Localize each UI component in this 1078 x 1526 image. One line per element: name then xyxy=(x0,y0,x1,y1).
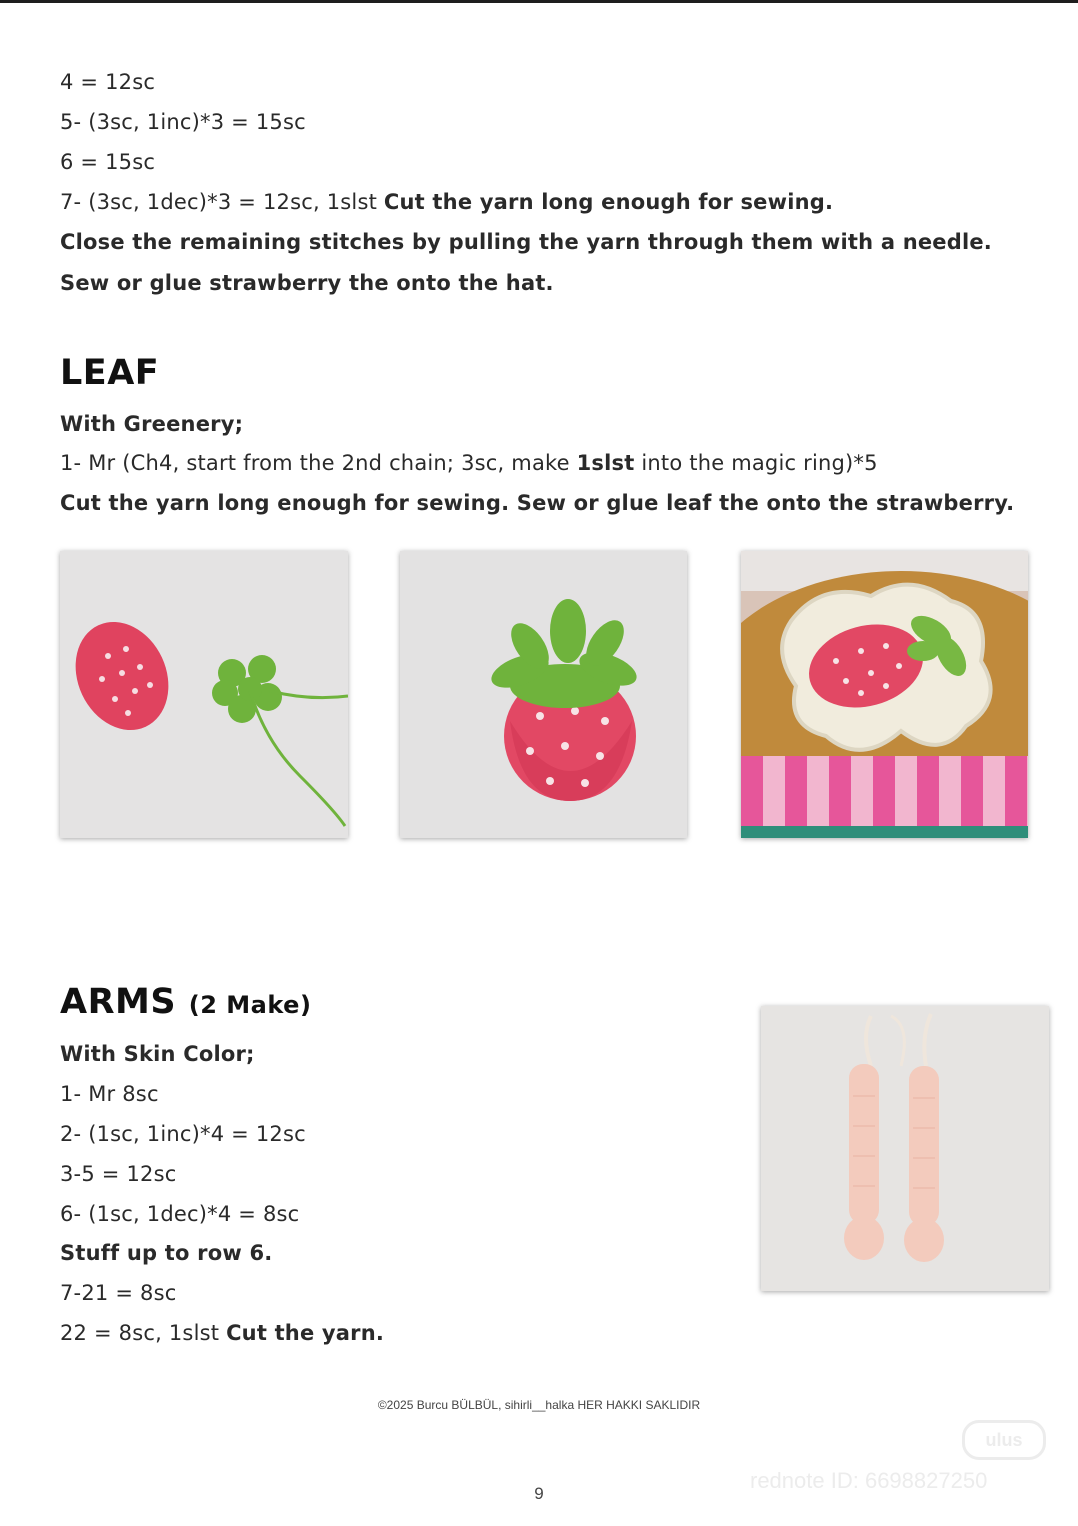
arms-row-22: 22 = 8sc, 1slst Cut the yarn. xyxy=(60,1321,385,1345)
arms-row-6: 6- (1sc, 1dec)*4 = 8sc xyxy=(60,1202,300,1226)
photo-arms xyxy=(761,1006,1049,1291)
row-5: 5- (3sc, 1inc)*3 = 15sc xyxy=(60,110,306,134)
close-instruction: Close the remaining stitches by pulling the yarn through them with a needle. xyxy=(60,230,992,254)
arms-row-3-5: 3-5 = 12sc xyxy=(60,1162,177,1186)
photo-strawberry-and-leaf xyxy=(60,551,348,838)
arms-make-count: (2 Make) xyxy=(188,991,312,1019)
leaf-color: With Greenery; xyxy=(60,412,244,436)
sew-instruction: Sew or glue strawberry the onto the hat. xyxy=(60,271,554,295)
arms-row-7-21: 7-21 = 8sc xyxy=(60,1281,177,1305)
photo-strawberry-on-hat xyxy=(741,551,1028,838)
row-7: 7- (3sc, 1dec)*3 = 12sc, 1slst Cut the yarn long enough for sewing. xyxy=(60,190,834,214)
watermark-id: rednote ID: 6698827250 xyxy=(750,1468,988,1493)
arms-color: With Skin Color; xyxy=(60,1042,255,1066)
arms-stuff-instruction: Stuff up to row 6. xyxy=(60,1241,273,1265)
copyright-footer: ©2025 Burcu BÜLBÜL, sihirli__halka HER HAKKI SAKLIDIR xyxy=(377,1398,701,1412)
arms-heading: ARMS (2 Make) xyxy=(60,982,312,1022)
arms-row-1: 1- Mr 8sc xyxy=(60,1082,159,1106)
row-6: 6 = 15sc xyxy=(60,150,156,174)
top-border xyxy=(0,0,1078,3)
leaf-row-1: 1- Mr (Ch4, start from the 2nd chain; 3sc, make 1slst into the magic ring)*5 xyxy=(60,451,878,475)
photo-finished-strawberry xyxy=(400,551,687,838)
watermark-badge: ulus xyxy=(962,1420,1046,1460)
leaf-instruction: Cut the yarn long enough for sewing. Sew or glue leaf the onto the strawberry. xyxy=(60,491,1015,515)
page-number: 9 xyxy=(534,1484,544,1503)
arms-row-2: 2- (1sc, 1inc)*4 = 12sc xyxy=(60,1122,306,1146)
leaf-heading: LEAF xyxy=(60,353,160,393)
row-4: 4 = 12sc xyxy=(60,70,156,94)
